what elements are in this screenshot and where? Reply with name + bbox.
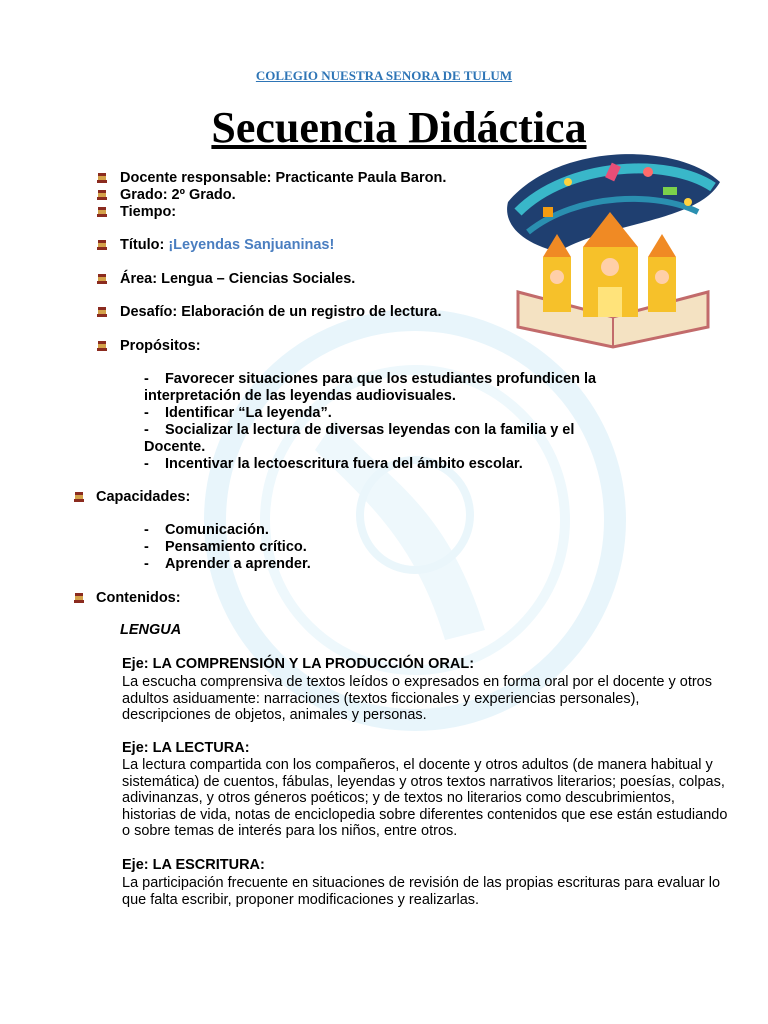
eje-title: Eje: LA LECTURA: xyxy=(122,740,250,756)
bullet-icon xyxy=(97,273,107,285)
proposito-item: - Favorecer situaciones para que los estudiantes profundicen la xyxy=(144,371,597,387)
eje-title: Eje: LA COMPRENSIÓN Y LA PRODUCCIÓN ORAL: xyxy=(122,656,475,672)
proposito-item: - Incentivar la lectoescritura fuera del ámbito escolar. xyxy=(144,456,523,472)
capacidad-item: - Comunicación. xyxy=(144,522,269,538)
bullet-icon xyxy=(97,340,107,352)
eje-text: La lectura compartida con los compañeros, el docente y otros adultos (de manera habitual y sistemática) de cuentos, fábulas, leyendas y otros textos narrativos literarios; poesías, colpas, adivinanzas, y otros géneros poéticos; y de textos no literarios como descubrimientos, historias de vida, notas de enciclopedia sobre diferentes contenidos que ese están estudiando o sobre temas de interés para los niños, entre otros. xyxy=(122,757,728,840)
proposito-item-cont: Docente. xyxy=(144,439,206,455)
title-value-link: ¡Leyendas Sanjuaninas! xyxy=(168,237,335,253)
proposito-item: - Identificar “La leyenda”. xyxy=(144,405,332,421)
info-item: Desafío: Elaboración de un registro de lectura. xyxy=(120,304,442,320)
bullet-icon xyxy=(74,592,84,604)
info-item: Propósitos: xyxy=(120,338,201,354)
contenidos-label: Contenidos: xyxy=(96,590,181,606)
capacidades-label: Capacidades: xyxy=(96,489,191,505)
info-item: Tiempo: xyxy=(120,204,177,220)
eje-text: La escucha comprensiva de textos leídos o expresados en forma oral por el docente y otros adultos asiduamente: narraciones (textos ficcionales y experiencias personales), descripciones de objetos, animales y personas. xyxy=(122,674,712,724)
area-lengua: LENGUA xyxy=(120,622,182,638)
page-title: Secuencia Didáctica xyxy=(211,103,587,152)
eje-title: Eje: LA ESCRITURA: xyxy=(122,857,265,873)
book-castle-illustration xyxy=(498,142,728,352)
bullet-icon xyxy=(97,189,107,201)
school-name: COLEGIO NUESTRA SENORA DE TULUM xyxy=(255,68,513,83)
info-item: Área: Lengua – Ciencias Sociales. xyxy=(120,271,356,287)
capacidad-item: - Pensamiento crítico. xyxy=(144,539,307,555)
bullet-icon xyxy=(97,206,107,218)
info-item xyxy=(120,237,334,254)
bullet-icon xyxy=(74,491,84,503)
info-item: Docente responsable: Practicante Paula Baron. xyxy=(120,170,447,186)
bullet-icon xyxy=(97,306,107,318)
info-item: Grado: 2º Grado. xyxy=(120,187,236,203)
bullet-icon xyxy=(97,172,107,184)
proposito-item-cont: interpretación de las leyendas audiovisuales. xyxy=(144,388,456,404)
info-label: Título: xyxy=(120,237,169,253)
proposito-item: - Socializar la lectura de diversas leyendas con la familia y el xyxy=(144,422,575,438)
eje-text: La participación frecuente en situaciones de revisión de las propias escrituras para evaluar lo que falta escribir, proponer modificaciones y realizarlas. xyxy=(122,875,721,908)
capacidad-item: - Aprender a aprender. xyxy=(144,556,311,572)
bullet-icon xyxy=(97,239,107,251)
